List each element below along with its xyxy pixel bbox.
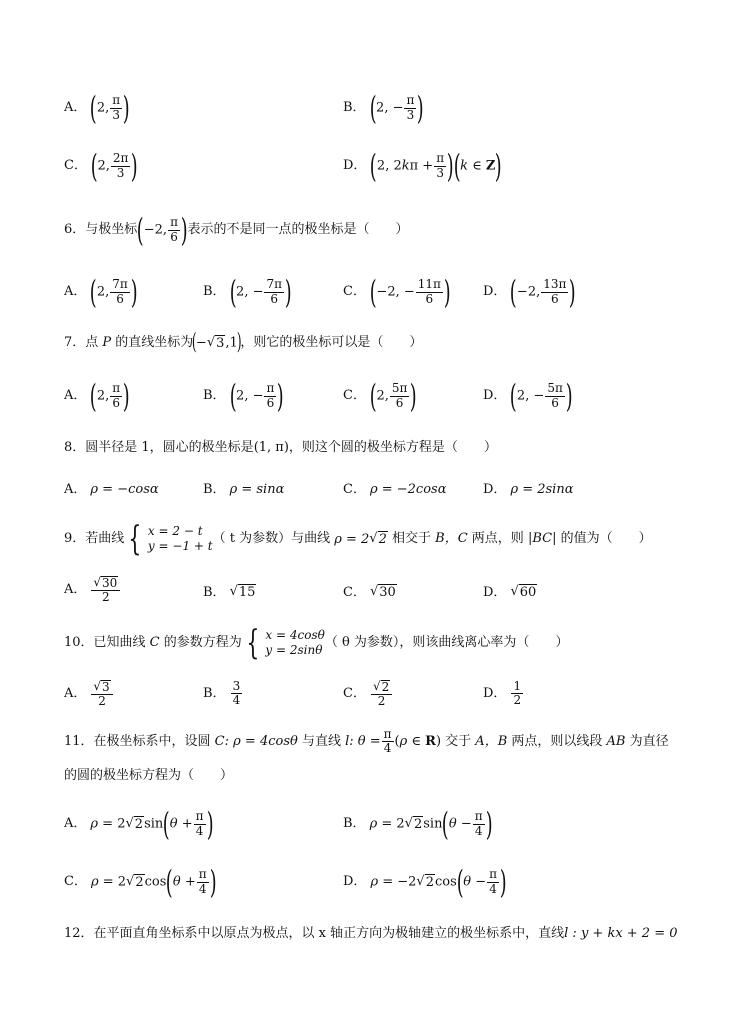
option-math: ρ = sinα [229,482,285,497]
option-math: (−2, − $\frac{11\pi}{6}$ ) [369,273,451,311]
option-label: D． [483,584,507,600]
option-math: √ 15 [229,584,256,600]
q11-circle: C: ρ = 4cosθ [210,733,302,749]
option-label: D． [483,685,507,701]
q6-option-c [343,273,451,311]
q9-paren-close: ） [638,531,652,547]
option-math: $\frac{1}{2}$ [513,679,522,708]
option-math: (2, $\frac{\pi}{6}$ ) [90,377,130,415]
option-math: √ 3 2 [90,680,113,708]
option-label: D． [483,482,507,497]
q6-stem-prefix: 6．与极坐标 [64,222,138,238]
option-label: A． [64,100,87,116]
q10-option-c [343,680,393,708]
option-label: C． [343,284,366,300]
option-math: (2, $\frac{\pi}{3}$ ) [90,89,130,127]
option-label: C． [64,874,87,890]
option-label: B． [343,816,366,832]
q11-stem-prefix: 11．在极坐标系中，设圆 [64,733,211,749]
option-label: D． [343,874,367,890]
option-math: (2, $\frac{2\pi}{3}$ ) [90,147,139,185]
option-math: ρ = −cosα [90,482,159,497]
q8-paren-close: ） [483,440,497,455]
q11-option-a [64,805,214,843]
option-math: (2, $\frac{7\pi}{6}$ ) [90,273,138,311]
q11-paren-close: ） [220,768,234,783]
q6-paren-close: ） [395,222,409,238]
option-label: D． [483,284,507,300]
q11-stem-mid: 与直线 [301,733,341,749]
option-label: B． [203,284,226,300]
option-label: D． [483,388,507,404]
q11-line2: 的圆的极坐标方程为（ [64,768,195,783]
option-math: ρ = 2√ 2 cos(θ + $\frac{\pi}{4}$ ) [90,863,217,901]
q5-option-c [64,147,139,185]
q11-option-c [64,863,217,901]
q8-center: (1, π) [253,440,289,455]
q9-stem-mid2: 两点，则 [471,531,524,547]
option-math: ρ = 2√ 2 sin(θ + $\frac{\pi}{4}$ ) [90,805,214,843]
q7-stem-prefix: 7．点 [64,335,99,351]
q11-line: l: θ = $\frac{\pi}{4}$ (ρ ∈ R) [340,727,442,756]
q9-option-b [203,584,256,601]
option-label: A． [64,284,87,300]
question-10-stem: 10．已知曲线 C 的参数方程为 { x = 4cosθ y = 2sinθ （ θ 为参数），则该曲线离心率为（ ） [64,623,569,663]
option-math: ρ = 2sinα [510,482,574,497]
option-math: √ 60 [510,584,537,600]
option-label: A． [64,582,87,598]
option-math: (2, − $\frac{\pi}{3}$ ) [369,89,425,127]
option-math: (2, 2kπ + $\frac{\pi}{3}$ )(k ∈ Z) [370,147,503,185]
q6-option-d [483,273,577,311]
q9-curve: ρ = 2√ 2 [330,530,387,547]
q11-option-d [343,863,507,901]
q9-option-c [343,584,397,601]
q7-option-b [203,377,285,415]
option-label: C． [343,482,366,497]
question-8-stem [64,440,497,456]
option-label: A． [64,686,87,702]
option-label: C． [343,584,366,600]
q9-stem-suffix: 的值为（ [560,531,613,547]
q9-parametric-system: { x = 2 − t y = −1 + t [128,519,213,559]
option-math: √ 30 [369,584,396,600]
q10-paren-close: ） [555,635,569,651]
option-math: (2, $\frac{5\pi}{6}$ ) [369,377,418,415]
q5-option-b [343,89,425,127]
option-label: C． [64,158,87,174]
question-11-stem-line2 [64,768,233,784]
question-7-stem: 7．点 P 的直线坐标为 (−√ 3 ,1) ，则它的极坐标可以是（ ） [64,330,423,355]
option-label: B． [203,685,226,701]
question-9-stem: 9．若曲线 { x = 2 − t y = −1 + t （ t 为参数）与曲线 ρ = 2√ 2 相交于 B，C 两点，则 |BC| 的值为（ ） [64,519,652,559]
option-math: √ 2 2 [370,680,393,708]
q11-stem-mid3: 两点，则以线段 [511,733,603,749]
option-math: (−2, $\frac{13\pi}{6}$ ) [510,273,577,311]
option-label: C． [343,388,366,404]
option-label: A． [64,482,87,497]
q6-option-a [64,273,138,311]
q8-option-c [343,482,446,498]
q5-option-d [343,147,503,185]
q11-stem-mid2: 交于 [445,733,472,749]
option-math: (2, − $\frac{7\pi}{6}$ ) [229,273,292,311]
option-label: D． [343,158,367,174]
q6-option-b [203,273,292,311]
q5-option-a [64,89,130,127]
q7-coordinate: (−√ 3 ,1) [192,330,242,355]
q7-stem-mid: 的直线坐标为 [115,335,194,351]
q8-stem-suffix: ，则这个圆的极坐标方程是（ [288,440,458,455]
option-math: (2, − $\frac{\pi}{6}$ ) [229,377,285,415]
q12-line-equation: l : y + kx + 2 = 0 [564,926,678,941]
q11-option-b [343,805,493,843]
q9-option-a [64,576,121,604]
q9-stem-prefix: 9．若曲线 [64,531,125,547]
option-label: B． [203,482,226,497]
q10-stem-mid: 的参数方程为 [163,635,242,651]
option-label: A． [64,816,87,832]
q9-stem-param: （ t 为参数）与曲线 [212,531,331,547]
q8-stem-prefix: 8．圆半径是 1，圆心的极坐标是 [64,440,254,455]
q8-option-b [203,482,284,498]
q7-option-a [64,377,130,415]
question-6-stem [64,211,409,249]
q9-segment: |BC| [523,531,561,547]
q6-coordinate: (−2, $\frac{\pi}{6}$ ) [137,211,188,249]
option-math: ρ = −2√ 2 cos(θ − $\frac{\pi}{4}$ ) [370,863,507,901]
option-math: (2, − $\frac{5\pi}{6}$ ) [510,377,573,415]
option-math: ρ = 2√ 2 sin(θ − $\frac{\pi}{4}$ ) [369,805,493,843]
option-label: A． [64,388,87,404]
option-label: C． [343,686,366,702]
q10-option-d [483,680,524,707]
q9-stem-mid: 相交于 [392,531,432,547]
option-math: ρ = −2cosα [369,482,447,497]
q7-option-d [483,377,573,415]
q10-option-b [203,680,243,707]
question-12-stem [64,926,678,942]
q6-stem-suffix: 表示的不是同一点的极坐标是（ [187,222,370,238]
q11-stem-suffix: 为直径 [629,733,669,749]
question-11-stem: 11．在极坐标系中，设圆 C: ρ = 4cosθ 与直线 l: θ = $\frac{\pi}{4}$ (ρ ∈ R) 交于 A，B 两点，则以线段 AB 为直径 [64,727,669,756]
q12-stem: 12．在平面直角坐标系中以原点为极点，以 x 轴正方向为极轴建立的极坐标系中，直线 [64,926,565,941]
q10-stem-prefix: 10．已知曲线 [64,635,146,651]
q10-stem-suffix: （ θ 为参数），则该曲线离心率为（ [324,635,530,651]
q8-option-d [483,482,574,498]
q10-option-a [64,680,114,708]
option-label: B． [203,584,226,600]
q7-paren-close: ） [409,335,423,351]
option-label: B． [203,388,226,404]
q7-option-c [343,377,418,415]
option-math: $\frac{3}{4}$ [232,679,241,708]
option-label: B． [343,100,366,116]
option-math: √ 30 2 [90,576,121,604]
q10-parametric-system: { x = 4cosθ y = 2sinθ [246,623,325,663]
q8-option-a [64,482,159,498]
q9-option-d [483,584,537,601]
q7-stem-suffix: ，则它的极坐标可以是（ [240,335,384,351]
